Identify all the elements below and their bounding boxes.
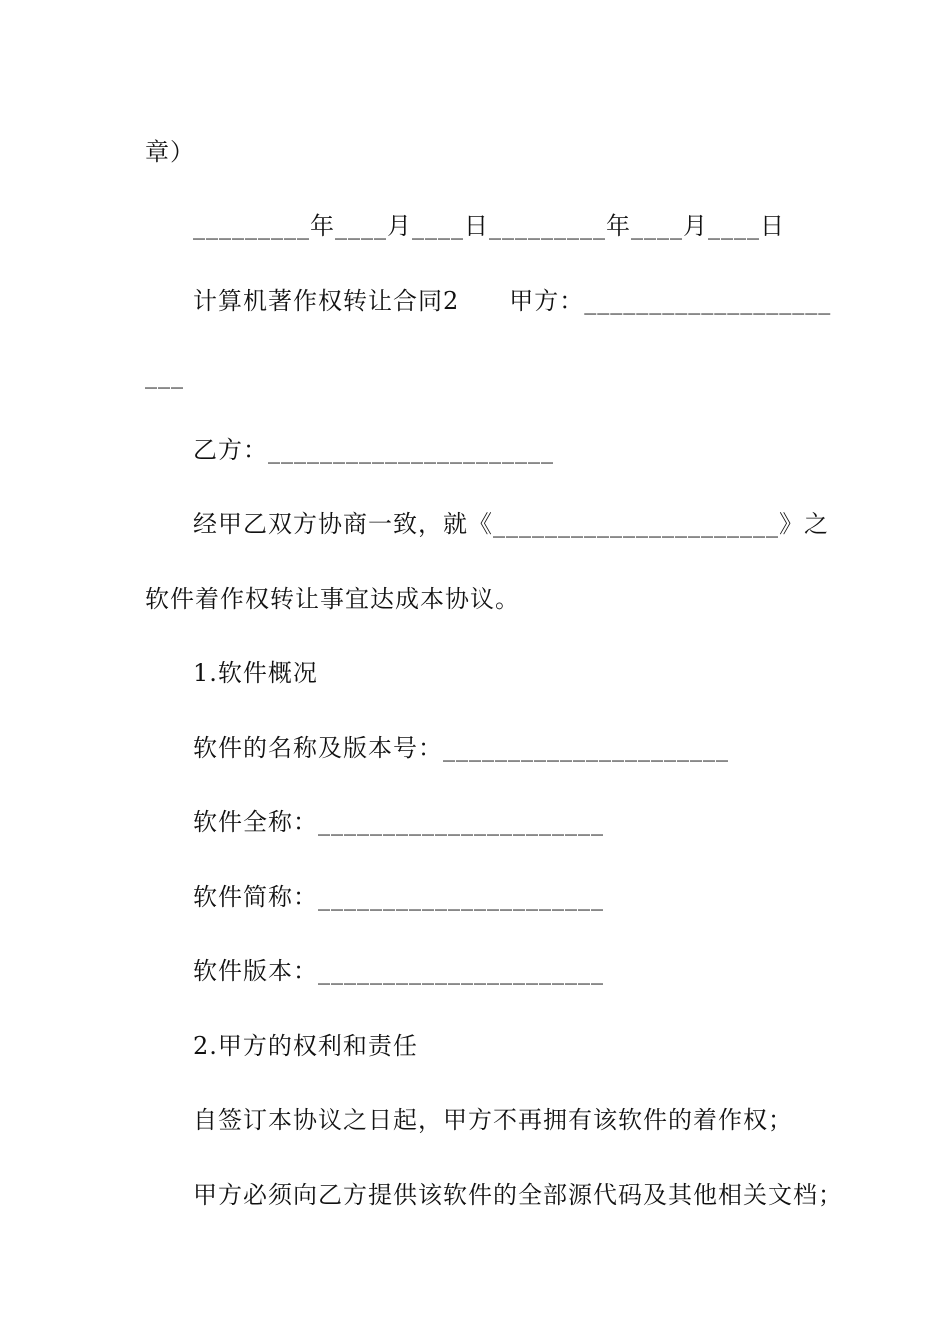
date-line: _________年____月____日_________年____月____日 [193, 212, 785, 240]
party-a-clause-1: 自签订本协议之日起，甲方不再拥有该软件的着作权； [193, 1106, 793, 1134]
section-heading-party-a-rights: 2.甲方的权利和责任 [193, 1032, 418, 1060]
software-short-name-line: 软件简称：______________________ [193, 883, 604, 911]
agreement-intro-line: 经甲乙双方协商一致，就《______________________》之 [193, 510, 829, 538]
software-name-version-line: 软件的名称及版本号：______________________ [193, 734, 729, 762]
party-a-blank-continuation: ___ [145, 361, 184, 389]
party-b-line: 乙方：______________________ [193, 436, 554, 464]
agreement-intro-continuation: 软件着作权转让事宜达成本协议。 [145, 585, 520, 613]
section-heading-software-overview: 1.软件概况 [193, 659, 318, 687]
software-full-name-line: 软件全称：______________________ [193, 808, 604, 836]
contract-title-party-a: 计算机著作权转让合同2 甲方：___________________ [193, 287, 832, 315]
text-line-seal-end: 章） [145, 138, 195, 166]
party-a-clause-2: 甲方必须向乙方提供该软件的全部源代码及其他相关文档； [193, 1181, 843, 1209]
software-version-line: 软件版本：______________________ [193, 957, 604, 985]
